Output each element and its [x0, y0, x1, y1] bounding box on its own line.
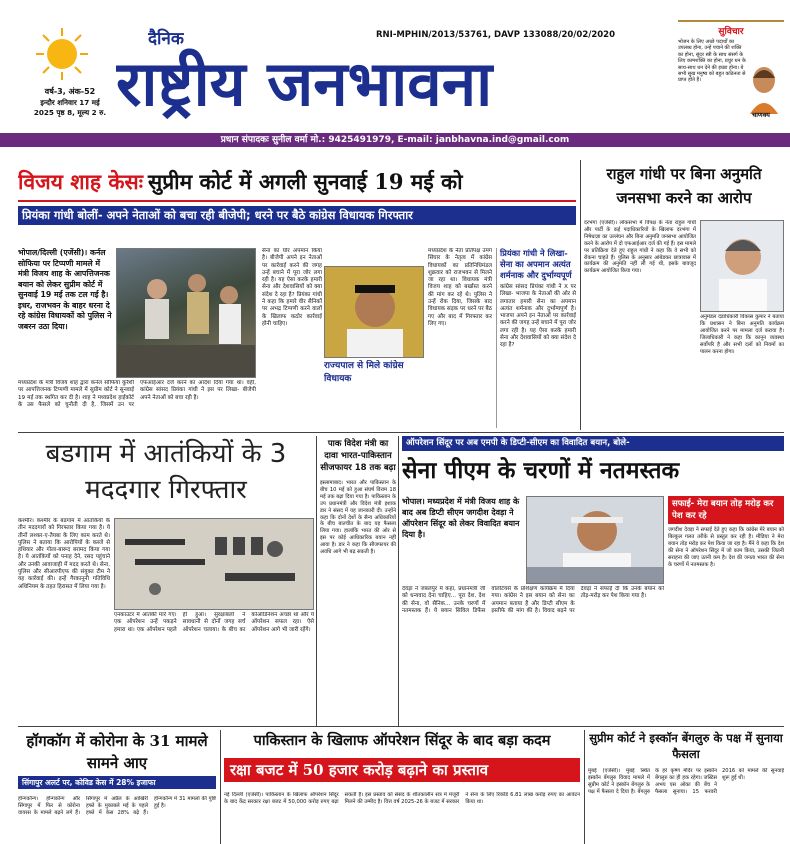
sena-story: [402, 436, 784, 724]
defence-headline: रक्षा बजट में 50 हजार करोड़ बढ़ाने का प्रस्ताव: [224, 758, 580, 782]
lead-sidebar-body: कांग्रेस सांसद प्रियंका गांधी ने X पर लिखा- भाजपा के नेताओं की ओर से लगातार हमारी सेना का अपमान अत्यंत शर्मनाक और दुर्भाग्यपूर्ण है। भाजपा अपने इन नेताओं पर कार्रवाई करने की जगह उन्हें बचाने में पूरा जोर लगा रही है। यह ऐसा करके हमारी सेना और देशवासियों को क्या संदेश दे रहा है?: [500, 284, 576, 349]
lead-body-1: मध्यप्रदेश के मंत्री विजय शाह द्वारा कर्नल सोफिया कुरैशी पर आपत्तिजनक टिप्पणी मामले में सुप्रीम कोर्ट ने सुनवाई 19 मई तक स्थगित कर दी है। शाह ने मध्यप्रदेश हाईकोर्ट के उस फैसले को चुनौती दी है, जिसमें उन पर एफआईआर दर्ज करने का आदेश दिया गया था। वहीं, कांग्रेस सांसद प्रियंका गांधी ने इस पर लिखा- बीजेपी अपने नेताओं को बचा रही है।: [18, 380, 256, 408]
divider-pak: [398, 436, 399, 726]
sena-kicker: ऑपरेशन सिंदूर पर अब एमपी के डिप्टी-सीएम का विवादित बयान, बोले-: [402, 436, 784, 451]
badgam-body: कश्मीर। कश्मीर के बडगाम में आतंकियों के तीन मददगारों को गिरफ्तार किया गया है। ये तीनों लश्कर-ए-तैयबा के लिए काम करते थे। पुलिस ने बताया कि आरोपियों के कब्जे से हथियार और गोला-बारूद बरामद किया गया है। ये आतंकियों को पनाह देने, रसद पहुंचाने और उनकी आवाजाही में मदद करते थे। सेना, पुलिस और सीआरपीएफ की संयुक्त टीम ने यह कार्रवाई की। इन्हें गैरकानूनी गतिविधि अधिनियम के तहत हिरासत में लिया गया है।: [18, 518, 110, 590]
lead-intro: भोपाल/दिल्ली (एजेंसी)। कर्नल सोफिया पर टिप्पणी मामले में मंत्री विजय शाह के आपत्तिजनक बयान को लेकर सुप्रीम कोर्ट में सुनवाई 19 मई तक टल गई है। इधर, राजभवन के बाहर धरना दे रहे कांग्रेस विधायकों को पुलिस ने जबरन उठा दिया।: [18, 248, 112, 331]
lead-body-3: मध्यप्रदेश के नेता प्रतिपक्ष उमंग सिंघार के नेतृत्व में कांग्रेस विधायकों का प्रतिनिधिमंडल शुक्रवार को राजभवन से मिलने जा रहा था। विधायक मंत्री विजय शाह को बर्खास्त करने की मांग कर रहे थे। पुलिस ने उन्हें रोक दिया, जिसके बाद विधायक सड़क पर धरने पर बैठ गए और बाद में गिरफ्तार कर लिए गए।: [428, 248, 492, 327]
operation-headline: पाकिस्तान के खिलाफ ऑपरेशन सिंदूर के बाद बड़ा कदम: [253, 732, 551, 749]
weapons-photo-icon: [115, 519, 314, 610]
sc-story: [588, 730, 784, 844]
lead-body-2: सेना का घोर अपमान किया है। बीजेपी अपने इन नेताओं पर कार्रवाई करने की जगह उन्हें बचाने में पूरा जोर लगा रही है। यह ऐसा करके हमारी सेना और देशवासियों को क्या संदेश दे रहा है? प्रियंका गांधी ने कहा कि हमारे वीर सैनिकों पर अभद्र टिप्पणी करने वालों के खिलाफ कठोर कार्रवाई होनी चाहिए।: [262, 248, 322, 327]
registration-number: RNI-MPHIN/2013/53761, DAVP 133088/20/02/2020: [376, 30, 615, 40]
badgam-story: [18, 436, 314, 724]
rahul-photo-icon: [701, 221, 784, 312]
sc-headline: सुप्रीम कोर्ट ने इस्कॉन बेंगलुरु के पक्ष में सुनाया फैसला: [589, 731, 783, 761]
pak-story: [320, 438, 396, 726]
lead-sidebar: [496, 248, 576, 428]
thought-box: [678, 20, 784, 122]
lead-story: [18, 162, 576, 430]
lead-headline-prefix: विजय शाह केसः: [18, 169, 143, 194]
thought-title: सुविचार: [718, 27, 744, 37]
badgam-body-2: एनकाउंटर में आतंकी मारे गए। एक ऑपरेशन उन्हें पकड़ने हमारा था। एक ऑपरेशन पहले ही हुआ। सुरक्षाबलों ने सावधानी से दोनों जगह सर्च ऑपरेशन चलाया। के बीच का कोऑर्डिनेशन अच्छा था और ये ऑपरेशन सफल रहा। ऐसे ऑपरेशन आगे भी जारी रहेंगे।: [114, 612, 314, 633]
rahul-headline: राहुल गांधी पर बिना अनुमति जनसभा करने का आरोप: [606, 165, 762, 207]
rahul-body: दरभंगा (एजेंसी)। लोकसभा में विपक्ष के नेता राहुल गांधी और पार्टी के कई पदाधिकारियों के खिलाफ दरभंगा में निषेधाज्ञा का उल्लंघन और बिना अनुमति जनसभा आयोजित करने के आरोप में दो एफआईआर दर्ज की गई हैं। इस मामले पर प्रतिक्रिया देते हुए राहुल गांधी ने कहा कि वे सभी को रोकना चाहते हैं। पुलिस के अनुसार आंबेडकर छात्रावास में कार्यक्रम की अनुमति नहीं ली गई थी, इसके बावजूद कार्यक्रम आयोजित किया गया।: [584, 220, 696, 275]
minister-photo-icon: [325, 267, 424, 358]
sena-callout-body: जगदीश देवड़ा ने सफाई देते हुए कहा कि कांग्रेस मेरे बयान को बिल्कुल गलत तरीके से प्रस्तुत कर रही है। मीडिया ने मेरा बयान तोड़ मरोड़ कर पेश किया जा रहा है। मैंने ये कहा कि देश की सेना ने ऑपरेशन सिंदूर में जो काम किया, उसकी जितनी सराहना की जाए उतनी कम है। देश की जनता भारत की सेना के चरणों में नतमस्तक है।: [668, 527, 784, 568]
divider-bottom-2: [584, 730, 585, 844]
sc-body: मुंबई (एजेंसी)। मुंबई स्थित इस्कॉन बेंगलुरु विवाद मामले में सुप्रीम कोर्ट ने इस्कॉन बेंगलुरु के पक्ष में फैसला दे दिया है। बेंगलुरु के हरे कृष्ण मंदिर पर इस्कॉन बेंगलुरु का ही हक रहेगा। जस्टिस अभय एस ओका की बेंच ने फैसला सुनाया। 15 फरवरी 2016 को मामले की सुनवाई शुरू हुई थी।: [588, 768, 784, 795]
devda-photo-icon: [527, 497, 664, 584]
pak-body: इस्लामाबाद। भारत और पाकिस्तान के बीच 10 मई को हुआ संघर्ष विराम 18 मई तक बढ़ा दिया गया है। पाकिस्तान के उप प्रधानमंत्री और विदेश मंत्री इशाक डार ने संसद में यह जानकारी दी। उन्होंने कहा कि दोनों देशों के सैन्य अधिकारियों के बीच बातचीत के बाद यह फैसला लिया गया। हालांकि भारत की ओर से इस पर कोई आधिकारिक बयान नहीं आया है। डार ने कहा कि सीजफायर की अवधि आगे भी बढ़ सकती है।: [320, 480, 396, 556]
lead-photo-caption: राज्यपाल से मिले कांग्रेस विधायक: [324, 361, 404, 384]
rahul-story: [584, 162, 784, 430]
divider-lead-right: [580, 160, 581, 430]
rahul-photo: [700, 220, 784, 312]
daily-label: दैनिक: [148, 29, 184, 49]
lead-subhead: प्रियंका गांधी बोलीं- अपने नेताओं को बचा रही बीजेपी; धरने पर बैठे कांग्रेस विधायक गिरफ्तार: [18, 206, 576, 225]
sena-body: देवड़ा ने जबलपुर में कहा, प्रधानमंत्री जी को धन्यवाद देना चाहिए... पूरा देश, देश की सेना, वो सैनिक... उनके चरणों में नतमस्तक हैं। ये बयान सिविल डिफेंस वॉलंटियर्स के प्रशिक्षण कार्यक्रम में दिया गया। कांग्रेस ने इस बयान को सेना का अपमान बताया है और डिप्टी सीएम के इस्तीफे की मांग की है। विवाद बढ़ने पर देवड़ा ने सफाई दी कि उनके बयान को तोड़-मरोड़ कर पेश किया गया है।: [402, 586, 664, 614]
editor-bar: प्रधान संपादकः सुनील वर्मा मो.: 9425491979, E-mail: janbhavna.ind@gmail.com: [0, 133, 790, 147]
lead-headline: [18, 162, 576, 202]
divider-bottom-top: [18, 726, 784, 727]
hk-story: [18, 730, 216, 844]
masthead-title: राष्ट्रीय जनभावना: [116, 47, 493, 120]
lead-photo-protest: [116, 248, 256, 378]
issue-line-2: इन्दौर शनिवार 17 मई: [40, 98, 100, 107]
badgam-headline: बडगाम में आतंकियों के 3 मददगार गिरफ्तार: [45, 439, 287, 505]
masthead: [0, 0, 790, 160]
divider-bottom-1: [220, 730, 221, 844]
sena-intro: भोपाल। मध्यप्रदेश में मंत्री विजय शाह के बाद अब डिप्टी सीएम जगदीश देवड़ा ने ऑपरेशन सिंदूर को लेकर विवादित बयान दिया है।: [402, 497, 520, 539]
defence-body: नई दिल्ली (एजेंसी)। पाकिस्तान के खिलाफ ऑपरेशन सिंदूर के बाद केंद्र सरकार रक्षा बजट में 50,000 करोड़ रुपए बढ़ा सकती है। इस प्रस्ताव को संसद के शीतकालीन सत्र में मंजूरी मिलने की उम्मीद है। वित्त वर्ष 2025-26 के बजट में सरकार ने सेना के लिए रिकॉर्ड 6.81 लाख करोड़ रुपए का आवंटन किया था।: [224, 792, 580, 805]
sun-icon: [34, 26, 90, 82]
sena-headline: सेना पीएम के चरणों में नतमस्तक: [402, 457, 680, 484]
badgam-photo-weapons: [114, 518, 314, 610]
sena-callout: [668, 496, 784, 724]
chanakya-portrait-icon: [746, 62, 782, 114]
divider-badgam: [316, 436, 317, 726]
rahul-body-2: अनुमंडल दंडाधिकारी विकास कुमार ने बताया कि प्रशासन ने बिना अनुमति कार्यक्रम आयोजित करने पर मामला दर्ज कराया है। जिलाधिकारी ने कहा कि कानून व्यवस्था सर्वोपरि है और सभी दलों को नियमों का पालन करना होगा।: [700, 314, 784, 355]
pak-headline: पाक विदेश मंत्री का दावा भारत-पाकिस्तान सीजफायर 18 तक बढ़ा: [320, 439, 396, 473]
hk-headline: हॉगकॉग में कोरोना के 31 मामले सामने आए: [26, 732, 208, 772]
sena-callout-title: सफाई- मेरा बयान तोड़ मरोड़ कर पेश कर रहे: [668, 496, 784, 524]
divider-middle-top: [18, 432, 784, 433]
operation-story: [224, 730, 580, 844]
sena-photo-devda: [526, 496, 664, 584]
thought-author: चाणक्य: [752, 111, 770, 119]
issue-line-3: 2025 पृष्ठ 8, मूल्य 2 रु.: [33, 108, 107, 117]
hk-strip: सिंगापुर अलर्ट पर, कोविड केस में 28% इजाफा: [18, 776, 216, 789]
protest-photo-icon: [117, 249, 256, 378]
thought-text: भोजन के लिए अच्छे पदार्थों का उपलब्ध होना, उन्हें पचाने की शक्ति का होना, सुंदर स्त्री के साथ संसर्ग के लिए कामशक्ति का होना, प्रचुर धन के साथ-साथ धन देने की इच्छा होना। ये सभी सुख मनुष्य को बहुत कठिनता से प्राप्त होते हैं।: [678, 39, 746, 84]
hk-body: हॉन्गकॉन्ग। हॉन्गकॉन्ग और सिंगापुर में फिर से कोरोना वायरस के मामले बढ़ने लगे हैं। सिंगापुर में अप्रैल के आखिरी हफ्ते के मुकाबले मई के पहले हफ्ते में केस 28% बढ़े हैं। हॉन्गकॉन्ग में 31 मामलों की पुष्टि हुई है।: [18, 796, 216, 816]
lead-headline-main: सुप्रीम कोर्ट में अगली सुनवाई 19 मई को: [148, 169, 463, 194]
issue-line-1: वर्ष-3, अंक-52: [44, 87, 96, 96]
lead-sidebar-head: प्रियंका गांधी ने लिखा- सेना का अपमान अत्यंत शर्मनाक और दुर्भाग्यपूर्ण: [500, 248, 572, 280]
lead-photo-minister: [324, 266, 424, 358]
